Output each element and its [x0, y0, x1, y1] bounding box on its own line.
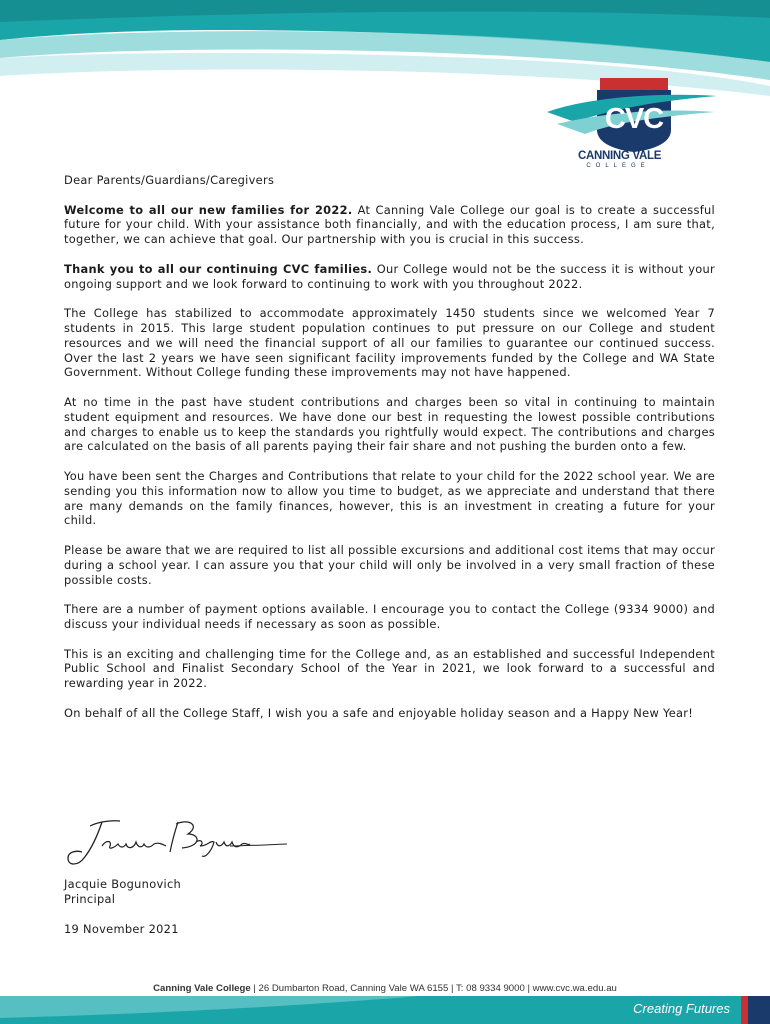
signoff-block [64, 877, 181, 907]
paragraph-charges-sent: You have been sent the Charges and Contributions that relate to your child for the 2022 school year. We are sending you this information now to allow you time to budget, as we appreciate and understand that there are many demands on the family finances, however, this is an investment in creating a future for your child. [64, 468, 715, 528]
paragraph-welcome [64, 203, 715, 247]
footer-contact-details: | 26 Dumbarton Road, Canning Vale WA 6155 | T: 08 9334 9000 | www.cvc.wa.edu.au [250, 983, 617, 994]
paragraph-holiday-wishes: On behalf of all the College Staff, I wish you a safe and enjoyable holiday season and a Happy New Year! [64, 705, 694, 720]
signature-graphic [62, 812, 292, 874]
footer-tagline: Creating Futures [633, 1001, 730, 1016]
thanks-bold-lead: Thank you to all our continuing CVC families. [64, 261, 373, 276]
principal-title: Principal [64, 892, 116, 906]
thanks-text: Our College would not be the success it is without your ongoing support and we look forward to continuing to work with you throughout 2022. [64, 261, 716, 291]
welcome-text: At Canning Vale College our goal is to create a successful future for your child. With your assistance both financially, and with the education process, I am sure that, together, we can achieve that goal. Our partnership with you is crucial in this success. [64, 202, 716, 247]
principal-name: Jacquie Bogunovich [64, 877, 182, 891]
footer-contact-line [0, 983, 770, 994]
letter-date: 19 November 2021 [64, 922, 179, 936]
salutation: Dear Parents/Guardians/Caregivers [64, 173, 275, 187]
paragraph-excursions: Please be aware that we are required to list all possible excursions and additional cost items that may occur during a school year. I can assure you that your child will only be involved in a very small fraction of these possible costs. [64, 542, 715, 587]
footer-college-name: Canning Vale College [153, 983, 251, 994]
paragraph-thanks [64, 262, 715, 292]
logo-college-name: CANNING VALE [578, 150, 662, 162]
welcome-bold-lead: Welcome to all our new families for 2022. [64, 202, 353, 217]
paragraph-contributions: At no time in the past have student contributions and charges been so vital in continuing to maintain student equipment and resources. We have done our best in requesting the lowest possible contributions and charges to enable us to keep the standards you rightfully would expect. The contributions and charges are calculated on the basis of all parents paying their fair share and not pushing the burden onto a few. [64, 394, 715, 454]
paragraph-exciting-time: This is an exciting and challenging time for the College and, as an established and successful Independent Public School and Finalist Secondary School of the Year in 2021, we look forward to a successful and rewarding year in 2022. [64, 646, 715, 691]
letter-body [64, 173, 715, 735]
logo-college-sub: COLLEGE [586, 163, 650, 169]
logo-initials: CVC [604, 103, 664, 135]
paragraph-stabilized: The College has stabilized to accommodate approximately 1450 students since we welcomed Year 7 students in 2015. This large student population continues to put pressure on our College and student resources and we will need the financial support of all our families to guarantee our continued success. Over the last 2 years we have seen significant facility improvements funded by the College and WA State Government. Without College funding these improvements may not have happened. [64, 306, 715, 380]
paragraph-payment-options: There are a number of payment options available. I encourage you to contact the College (9334 9000) and discuss your individual needs if necessary as soon as possible. [64, 602, 715, 631]
